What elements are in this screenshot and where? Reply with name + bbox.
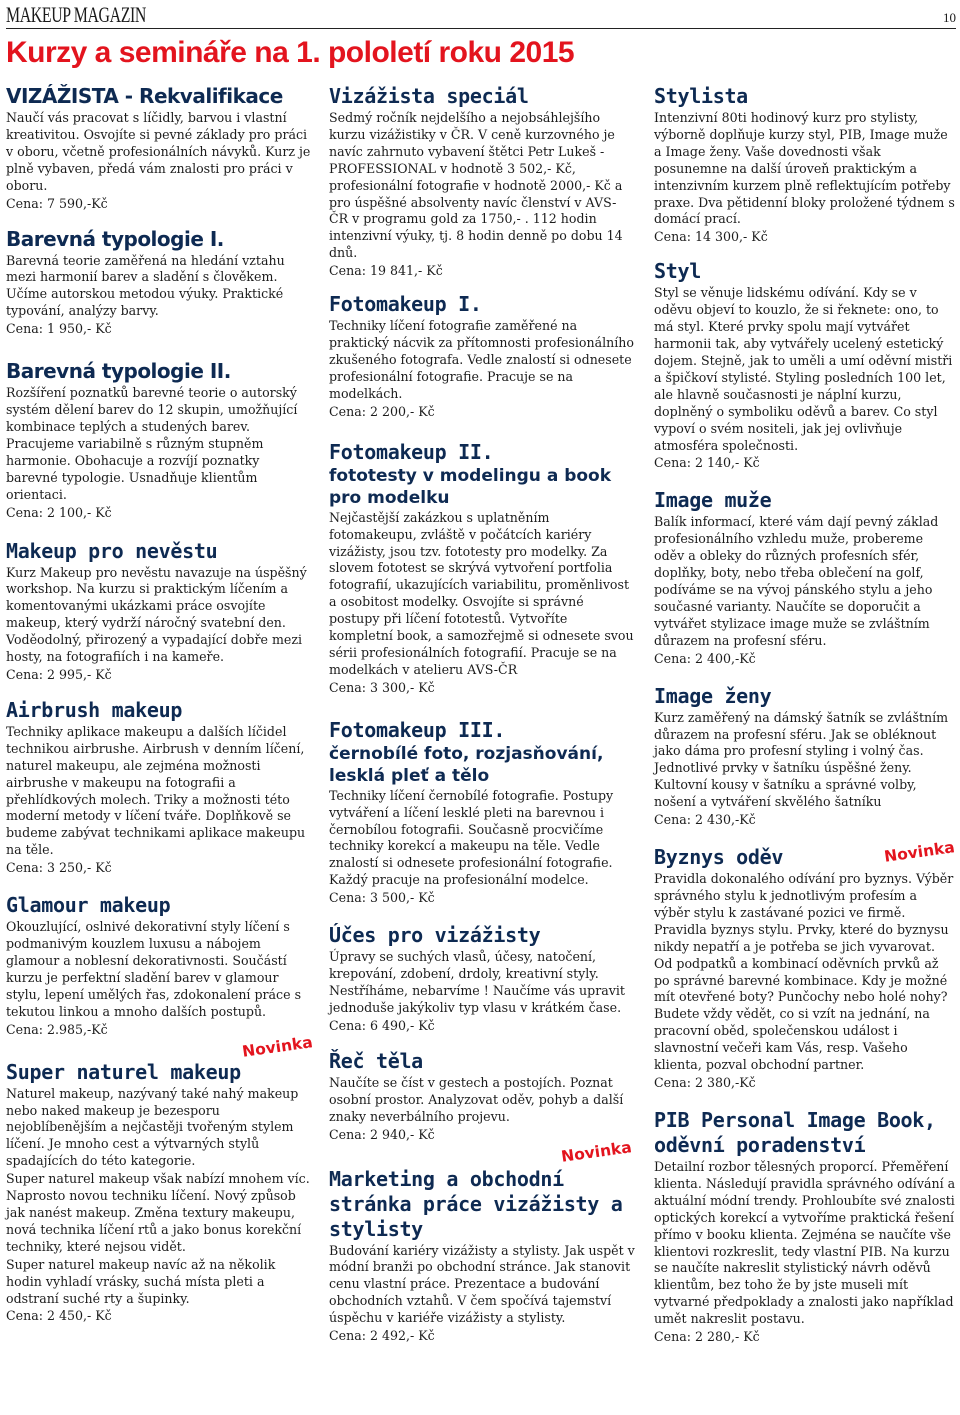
course-title: Image ženy [654, 683, 772, 708]
course-super-naturel-makeup [6, 1032, 314, 1325]
course-price: Cena: 3 500,- Kč [329, 890, 435, 906]
course-image-muze [654, 488, 956, 666]
course-price: Cena: 6 490,- Kč [329, 1017, 435, 1033]
course-description-2: Super naturel makeup však nabízí mnohem víc. Naprosto novou techniku líčení. Nový způsob jak nanést makeup. Změna textury makeupu, nová technika líčení rtů a jako bonus korekční techniky, které nejsou vidět. [6, 1171, 310, 1254]
course-marketing [329, 1137, 635, 1345]
course-price: Cena: 2 400,-Kč [654, 650, 756, 666]
course-price: Cena: 1 950,- Kč [6, 321, 112, 337]
course-rec-tela [329, 1049, 635, 1143]
course-fotomakeup-3 [329, 718, 635, 906]
course-price: Cena: 14 300,- Kč [654, 229, 768, 245]
course-title: Marketing a obchodní stránka práce vizážisty a stylisty [329, 1166, 623, 1241]
course-price: Cena: 2 100,- Kč [6, 504, 112, 520]
course-description: Techniky aplikace makeupu a dalších líčidel technikou airbrushe. Airbrush v denním líčení, naturel makeupu, ale zejména možnosti airbrushe v makeupu na fotografii a přehlídkových molech. Triky a možnosti této moderní metody v líčení tváře. Doplňkově se budeme zabývat technikami aplikace makeupu na těle. [6, 723, 306, 858]
course-description: Intenzivní 80ti hodinový kurz pro stylisty, výborně doplňuje kurzy styl, PIB, Image muže a Image ženy. Vaše dovednosti však posunemne na další úroveň praktickým a intenzivním kurzem plně reflektujícím potřeby praxe. Dva pětidenní bloky proložené týdnem s domácí prací. [654, 110, 955, 227]
course-description: Sedmý ročník nejdelšího a nejobsáhlejšího kurzu vizážistiky v ČR. V ceně kurzovného je navíc zahrnuto vybavení štětci Petr Lukeš - PROFESSIONAL v hodnotě 3 502,- Kč, profesionální fotografie v hodnotě 2000,- Kč a pro úspěšné absolventy navíc členství v AVS-ČR v programu gold za 1750,- . 112 hodin intenzivní výuky, tj. 8 hodin denně po dobu 14 dnů. [329, 110, 623, 261]
course-description: Nejčastější zakázkou s uplatněním fotomakeupu, zvláště v počátcích kariéry vizážisty, jsou tzv. fototesty pro modelky. Za slovem fototest se skrývá vytvoření portfolia fotografií, ukazujících variabilitu, proměnlivost a osobitost modelky. Osvojíte si správné postupy při líčení fototestů. Vytvoříte kompletní book, a samozřejmě si odnesete svou sérii profesionálních fotografií. Pracuje se na modelkách v atelieru AVS-ČR [329, 509, 634, 677]
course-title: Vizážista speciál [329, 84, 529, 108]
course-description: Naučí vás pracovat s líčidly, barvou i vlastní kreativitou. Osvojíte si pevné základy pro práci v oboru, včetně profesionálních návyků. Kurz je plně vybaven, předá vám znalosti pro práci v oboru. [6, 110, 311, 193]
course-styl [654, 259, 956, 471]
course-description: Pravidla dokonalého odívání pro byznys. Výběr správného stylu k jednotlivým profesím a výběr stylu k zastávané pozici ve firmě. Pravidla byznys stylu. Prvky, které do byznysu nikdy nepatří a je potřeba se jich vyvarovat. Od podpatků a kombinací oděvních prvků až po správné barevné kombinace. Kdy je možné mít otevřené boty? Punčochy nebo holé nohy? Budete vždy vědět, co si vzít na jednání, na pracovní oběd, společenskou událost i slavnostní večeři kam Vás, resp. Vašeho klienta, pozval obchodní partner. [654, 871, 954, 1073]
course-barevna-typologie-2 [6, 359, 312, 520]
course-title: Fotomakeup II. [329, 439, 494, 464]
course-title: Fotomakeup III. [329, 717, 506, 742]
course-title: Řeč těla [329, 1048, 423, 1073]
course-title: Image muže [654, 488, 772, 513]
column-left [6, 84, 312, 1324]
course-vizazista-rekvalifikace [6, 84, 312, 212]
novinka-badge: Novinka [883, 838, 956, 866]
course-makeup-pro-nevestu [6, 539, 312, 683]
course-price: Cena: 3 300,- Kč [329, 679, 435, 695]
course-description: Naučíte se číst v gestech a postojích. Poznat osobní prostor. Analyzovat oděv, pohyb a další znaky neverbálního projevu. [329, 1074, 624, 1124]
course-fotomakeup-1 [329, 292, 635, 420]
course-price: Cena: 2 940,- Kč [329, 1126, 435, 1142]
course-image-zeny [654, 684, 956, 828]
course-description: Rozšíření poznatků barevné teorie o autorský systém dělení barev do 12 skupin, umožňující kombinace teplých a studených barev. Pracujeme variabilně s různým stupněm harmonie. Obohacuje a rozvíjí poznatky barevné typologie. Usnadňuje klientům orientaci. [6, 385, 298, 502]
course-description: Techniky líčení černobílé fotografie. Postupy vytváření a líčení lesklé pleti na barevnou i černobílou fotografii. Současně procvičíme techniky korekcí a makeupu na těle. Vedle znalostí si odnesete profesionální fotografie. Každý pracuje na profesionální modelce. [329, 787, 614, 888]
course-price: Cena: 2.985,-Kč [6, 1021, 108, 1037]
course-title: VIZÁŽISTA - Rekvalifikace [6, 84, 283, 108]
course-title: PIB Personal Image Book, oděvní poradenství [654, 1107, 936, 1157]
course-title: Účes pro vizážisty [329, 923, 541, 948]
course-barevna-typologie-1 [6, 227, 312, 338]
column-right [654, 84, 956, 1345]
magazine-name: MAKEUP MAGAZIN [6, 2, 147, 27]
course-description: Okouzlující, oslnivé dekorativní styly líčení s podmanivým kouzlem luxusu a nábojem glamour a noblesní dekorativnosti. Součástí kurzu je perfektní sladění barev v glamour stylu, lepení umělých řas, zdokonalení práce s tekutou linkou a mnoho dalších postupů. [6, 919, 302, 1019]
course-stylista [654, 84, 956, 245]
course-airbrush-makeup [6, 698, 312, 876]
course-pib [654, 1108, 956, 1345]
course-price: Cena: 19 841,- Kč [329, 263, 443, 279]
column-middle [329, 84, 635, 1344]
course-price: Cena: 2 380,-Kč [654, 1074, 756, 1090]
course-description: Úpravy se suchých vlasů, účesy, natočení, krepování, zdobení, drdoly, kreativní styly. Nestříháme, nebarvíme ! Naučíme vás upravit jednoduše jakýkoliv typ vlasu v krátkém čase. [329, 949, 625, 1015]
page-header [6, 0, 956, 29]
course-description: Naturel makeup, nazývaný také nahý makeup nebo naked makeup je bezesporu nejoblíbenějším a nejčastěji tvořeným stylem líčení. Je mnoho cest a výtvarných stylů spadajících do této kategorie. [6, 1085, 299, 1169]
course-description: Kurz Makeup pro nevěstu navazuje na úspěšný workshop. Na kurzu si praktickým líčením a komentovanými ukázkami práce osvojíte makeup, který vydrží náročný svatební den. Voděodolný, přirozený a vypadající dobře mezi hosty, na fotografiích i na kameře. [6, 564, 307, 665]
course-price: Cena: 7 590,-Kč [6, 195, 108, 211]
course-subtitle: černobílé foto, rozjasňování, lesklá pleť a tělo [329, 743, 604, 786]
course-description: Budování kariéry vizážisty a stylisty. Jak uspět v módní branži po obchodní stránce. Jak stanovit cenu vlastní práce. Prezentace a budování obchodních vztahů. V čem spočívá tajemství úspěchu v kariéře vizážisty a stylisty. [329, 1242, 635, 1326]
course-price: Cena: 2 200,- Kč [329, 403, 435, 419]
course-price: Cena: 2 140,- Kč [654, 455, 760, 471]
course-title: Super naturel makeup [6, 1059, 241, 1084]
course-title: Stylista [654, 84, 748, 108]
course-description: Techniky líčení fotografie zaměřené na praktický nácvik za přítomnosti profesionálního zkušeného fotografa. Vedle znalostí si odnesete profesionální fotografie. Pracuje se na modelkách. [329, 318, 634, 401]
page-number: 10 [943, 10, 956, 25]
course-price: Cena: 2 492,- Kč [329, 1328, 435, 1344]
course-title: Makeup pro nevěstu [6, 538, 218, 563]
course-price: Cena: 2 430,-Kč [654, 812, 756, 828]
course-price: Cena: 3 250,- Kč [6, 860, 112, 876]
course-title: Fotomakeup I. [329, 292, 482, 317]
course-vizazista-special [329, 84, 635, 279]
course-title: Barevná typologie I. [6, 226, 224, 251]
course-byznys-odev [654, 838, 956, 1091]
course-title: Airbrush makeup [6, 697, 183, 722]
page-title: Kurzy a semináře na 1. pololetí roku 2015 [6, 36, 575, 69]
course-title: Barevná typologie II. [6, 359, 231, 384]
course-price: Cena: 2 280,- Kč [654, 1329, 760, 1345]
course-description: Detailní rozbor tělesných proporcí. Přeměření klienta. Následují pravidla správného odívání a aktuální módní trendy. Prohloubíte své znalosti optických korekcí a vytvoříme praktická řešení přímo v booku klienta. Zejména se naučíte vše klientovi rozkreslit, tedy vlastní PIB. Na kurzu se naučíte nakreslit stylistický návrh oděvů klientům, bez toho že by jste museli mít vytvarné předpoklady a znalosti jako například umět nakreslit postavu. [654, 1158, 956, 1327]
course-price: Cena: 2 995,- Kč [6, 666, 112, 682]
course-description: Styl se věnuje lidskému odívání. Kdy se v oděvu objeví to kouzlo, že si řeknete: ono, to má styl. Které prvky spolu mají vytvářet harmonii tak, aby vytvářely ucelený estetický dojem. Stejně, jak to uměli a umí oděvní mistři a špičkoví stylisté. Styling posledních 100 let, ale hlavně současnosti je náplní kurzu, doplněný o symboliku oděvů a barev. Co styl vypoví o svém nositeli, jak jej ovlivňuje atmosféra společnosti. [654, 285, 953, 453]
course-title: Styl [654, 259, 701, 284]
novinka-badge: Novinka [241, 1032, 314, 1061]
course-description: Kurz zaměřený na dámský šatník se zvláštním důrazem na profesní sféru. Jak se obléknout jako dáma pro profesní styling i volný čas. Jednotlivé prvky v šatníku úspěšné ženy. Kultovní kousy v šatníku a správné volby, nošení a vytváření skvělého šatníku [654, 709, 949, 810]
course-fotomakeup-2 [329, 440, 635, 696]
course-description: Balík informací, které vám dají pevný základ profesionálního vzhledu muže, probereme oděv a obleky do různých profesních sfér, doplňky, boty, nebo třeba oblečení na golf, podíváme se na vývoj pánského stylu a jeho současné varianty. Naučíte se doporučit a vytvářet stylizace image muže se zvláštním důrazem na profesní sféru. [654, 514, 939, 648]
course-title: Byznys oděv [654, 845, 784, 870]
course-title: Glamour makeup [6, 893, 171, 918]
course-description: Barevná teorie zaměřená na hledání vztahu mezi harmonií barev a sladění s člověkem. Učíme autorskou metodou výuky. Praktické typování, analýzy barvy. [6, 252, 285, 319]
course-subtitle: fototesty v modelingu a book pro modelku [329, 465, 612, 508]
novinka-badge: Novinka [560, 1137, 633, 1166]
course-glamour-makeup [6, 893, 312, 1037]
course-description-3: Super naturel makeup navíc až na několik hodin vyhladí vrásky, suchá místa pleti a odstraní suché rty a šupinky. [6, 1256, 276, 1306]
course-price: Cena: 2 450,- Kč [6, 1308, 112, 1324]
course-uces-pro-vizazisty [329, 923, 635, 1034]
